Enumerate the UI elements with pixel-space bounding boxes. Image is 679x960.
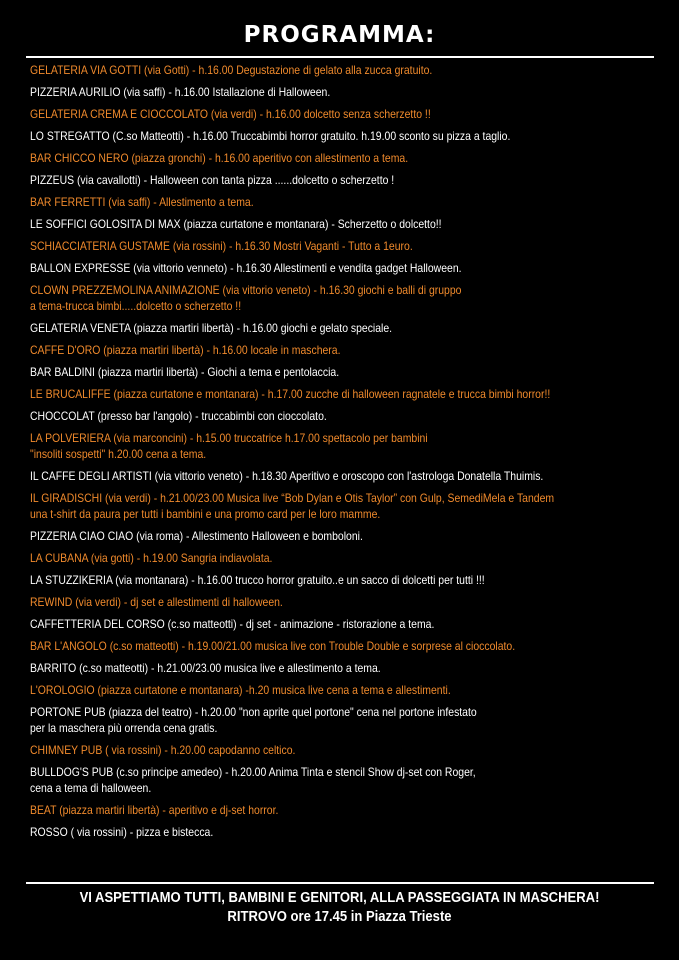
program-entry: CHIMNEY PUB ( via rossini) - h.20.00 capodanno celtico. [30,744,296,757]
program-entry: GELATERIA VENETA (piazza martiri libertà) - h.16.00 giochi e gelato speciale. [30,322,393,335]
program-entry-continuation: a tema-trucca bimbi.....dolcetto o scherzetto !! [30,300,242,313]
program-entry: PIZZERIA CIAO CIAO (via roma) - Allestimento Halloween e bomboloni. [30,530,363,543]
program-entry: CHOCCOLAT (presso bar l'angolo) - truccabimbi con cioccolato. [30,410,327,423]
footer-invitation: VI ASPETTIAMO TUTTI, BAMBINI E GENITORI, ALLA PASSEGGIATA IN MASCHERA! [79,890,600,906]
program-entry: BAR L'ANGOLO (c.so matteotti) - h.19.00/21.00 musica live con Trouble Double e sorprese al cioccolato. [30,640,516,653]
program-entry: CLOWN PREZZEMOLINA ANIMAZIONE (via vittorio veneto) - h.16.30 giochi e balli di gruppo [30,284,462,297]
program-entry: ROSSO ( via rossini) - pizza e bistecca. [30,826,214,839]
program-entry: LA CUBANA (via gotti) - h.19.00 Sangria indiavolata. [30,552,273,565]
page-title: PROGRAMMA: [243,22,436,48]
program-entry: LA POLVERIERA (via marconcini) - h.15.00 truccatrice h.17.00 spettacolo per bambini [30,432,428,445]
program-entry: REWIND (via verdi) - dj set e allestimenti di halloween. [30,596,283,609]
program-entry: GELATERIA VIA GOTTI (via Gotti) - h.16.00 Degustazione di gelato alla zucca gratuito. [30,64,433,77]
program-entry: BAR FERRETTI (via saffi) - Allestimento a tema. [30,196,254,209]
program-entry: CAFFETTERIA DEL CORSO (c.so matteotti) - dj set - animazione - ristorazione a tema. [30,618,435,631]
program-entry: L'OROLOGIO (piazza curtatone e montanara) -h.20 musica live cena a tema e allestimenti. [30,684,451,697]
top-divider [26,56,654,58]
program-entry: PORTONE PUB (piazza del teatro) - h.20.00 "non aprite quel portone" cena nel portone infestato [30,706,477,719]
program-entry: BEAT (piazza martiri libertà) - aperitivo e dj-set horror. [30,804,279,817]
program-entry-continuation: per la maschera più orrenda cena gratis. [30,722,218,735]
program-list [30,63,660,840]
program-entry: LE BRUCALIFFE (piazza curtatone e montanara) - h.17.00 zucche di halloween ragnatele e trucca bimbi horror!! [30,388,551,401]
program-entry: BARRITO (c.so matteotti) - h.21.00/23.00 musica live e allestimento a tema. [30,662,381,675]
program-entry-continuation: cena a tema di halloween. [30,782,152,795]
program-entry: GELATERIA CREMA E CIOCCOLATO (via verdi) - h.16.00 dolcetto senza scherzetto !! [30,108,431,121]
footer-meeting-point: RITROVO ore 17.45 in Piazza Trieste [227,909,452,925]
program-entry: BULLDOG'S PUB (c.so principe amedeo) - h.20.00 Anima Tinta e stencil Show dj-set con Roger, [30,766,476,779]
program-entry: BALLON EXPRESSE (via vittorio venneto) - h.16.30 Allestimenti e vendita gadget Halloween. [30,262,462,275]
bottom-divider [26,882,654,884]
program-entry: LO STREGATTO (C.so Matteotti) - h.16.00 Truccabimbi horror gratuito. h.19.00 sconto su pizza a taglio. [30,130,511,143]
program-entry: CAFFE D'ORO (piazza martiri libertà) - h.16.00 locale in maschera. [30,344,341,357]
program-entry: BAR BALDINI (piazza martiri libertà) - Giochi a tema e pentolaccia. [30,366,340,379]
program-entry: LE SOFFICI GOLOSITA DI MAX (piazza curtatone e montanara) - Scherzetto o dolcetto!! [30,218,442,231]
program-entry: IL GIRADISCHI (via verdi) - h.21.00/23.00 Musica live “Bob Dylan e Otis Taylor” con Gulp, SemediMela e Tandem [30,492,555,505]
program-entry: SCHIACCIATERIA GUSTAME (via rossini) - h.16.30 Mostri Vaganti - Tutto a 1euro. [30,240,413,253]
program-entry-continuation: "insoliti sospetti" h.20.00 cena a tema. [30,448,207,461]
program-entry: PIZZEUS (via cavallotti) - Halloween con tanta pizza ......dolcetto o scherzetto ! [30,174,395,187]
program-entry: LA STUZZIKERIA (via montanara) - h.16.00 trucco horror gratuito..e un sacco di dolcetti per tutti !!! [30,574,485,587]
program-entry-continuation: una t-shirt da paura per tutti i bambini e una promo card per le loro mamme. [30,508,381,521]
program-entry: PIZZERIA AURILIO (via saffi) - h.16.00 Istallazione di Halloween. [30,86,331,99]
program-entry: IL CAFFE DEGLI ARTISTI (via vittorio veneto) - h.18.30 Aperitivo e oroscopo con l'astrologa Donatella Thuimis. [30,470,544,483]
footer [0,889,679,927]
program-entry: BAR CHICCO NERO (piazza gronchi) - h.16.00 aperitivo con allestimento a tema. [30,152,409,165]
